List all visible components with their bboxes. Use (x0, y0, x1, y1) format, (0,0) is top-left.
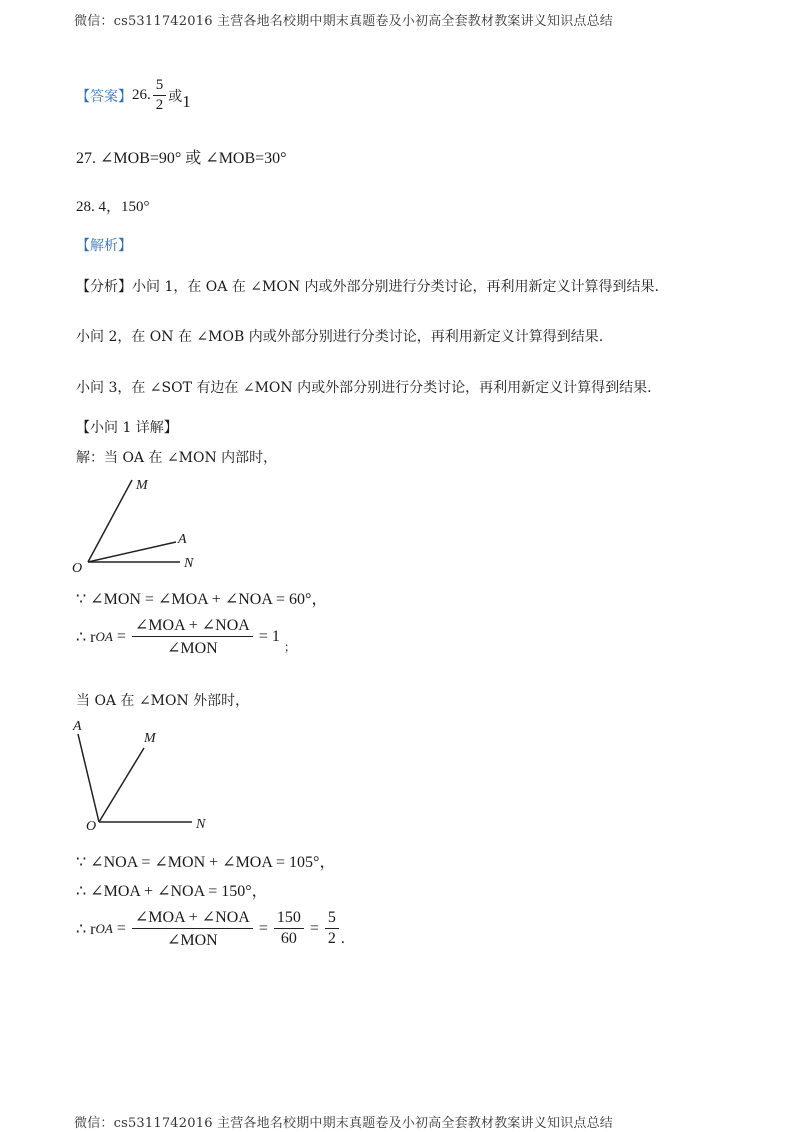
ray-oa (78, 734, 99, 822)
eq2-subscript: OA (95, 628, 113, 644)
eq5-denominator-2: 60 (280, 930, 297, 947)
eq5-fraction-2 (274, 909, 304, 948)
eq2-end: ； (283, 640, 296, 654)
q26-value2: 1 (182, 91, 191, 111)
page-footer: 微信：cs5311742016 主营各地名校期中期末真题卷及小初高全套教材教案讲义知识点总结 (74, 1116, 613, 1131)
equation-3: ∵ ∠NOA = ∠MON + ∠MOA = 105°， (76, 854, 336, 871)
eq2-lhs: ∴ r (76, 628, 96, 646)
answer-27: 27. ∠MOB=90° 或 ∠MOB=30° (76, 150, 287, 167)
figure-1-angle-diagram (70, 472, 230, 580)
label-n: N (196, 817, 206, 832)
label-n: N (184, 556, 194, 571)
eq5-end: . (340, 929, 345, 947)
answer-28: 28. 4，150° (76, 199, 150, 215)
analysis-p3: 小问 3，在 ∠SOT 有边在 ∠MON 内或外部分别进行分类讨论，再利用新定义计算得到结果. (76, 380, 652, 396)
equation-5 (76, 907, 345, 950)
eq5-numerator-2: 150 (274, 909, 304, 929)
eq5-equals-3: = (309, 919, 319, 937)
answer-26 (76, 77, 191, 114)
solution-case1: 解：当 OA 在 ∠MON 内部时， (76, 450, 278, 466)
equation-2 (76, 615, 296, 658)
eq2-denominator: ∠MON (166, 640, 218, 657)
ray-om (88, 480, 132, 562)
eq5-denominator-3: 2 (327, 930, 336, 947)
eq5-denominator-1: ∠MON (166, 932, 218, 949)
q26-or: 或 (168, 88, 183, 105)
solution-case2: 当 OA 在 ∠MON 外部时， (76, 693, 250, 709)
equation-4: ∴ ∠MOA + ∠NOA = 150°， (76, 883, 268, 900)
q26-fraction (153, 77, 167, 114)
eq2-equals: = (116, 627, 126, 645)
eq5-lhs: ∴ r (76, 920, 96, 938)
label-a: A (73, 719, 82, 734)
eq2-rhs: = 1 (258, 627, 280, 645)
eq5-numerator-3: 5 (325, 909, 339, 929)
page-header: 微信：cs5311742016 主营各地名校期中期末真题卷及小初高全套教材教案讲义知识点总结 (74, 14, 613, 29)
eq2-fraction (132, 615, 253, 658)
label-a: A (178, 532, 187, 547)
eq5-equals-1: = (116, 919, 126, 937)
label-o: O (86, 819, 97, 834)
label-m: M (144, 731, 156, 746)
ray-om (99, 748, 144, 822)
eq5-fraction-1 (132, 907, 253, 950)
analysis-p2: 小问 2，在 ON 在 ∠MOB 内或外部分别进行分类讨论，再利用新定义计算得到结果. (76, 329, 604, 345)
ray-oa (88, 542, 176, 562)
label-m: M (136, 478, 148, 493)
eq5-subscript: OA (95, 920, 113, 936)
eq5-fraction-3 (325, 909, 339, 948)
analysis-tag: 【解析】 (76, 238, 132, 254)
q26-numerator: 5 (153, 77, 167, 96)
eq2-numerator: ∠MOA + ∠NOA (132, 615, 253, 637)
eq5-numerator-1: ∠MOA + ∠NOA (132, 907, 253, 929)
q26-denominator: 2 (155, 97, 164, 113)
q26-number: 26. (132, 87, 151, 103)
analysis-p1: 【分析】小问 1，在 OA 在 ∠MON 内或外部分别进行分类讨论，再利用新定义计算得到结果. (76, 279, 659, 295)
answer-tag: 【答案】 (76, 88, 132, 105)
equation-1: ∵ ∠MON = ∠MOA + ∠NOA = 60°， (76, 591, 328, 608)
eq5-equals-2: = (258, 919, 268, 937)
label-o: O (72, 561, 83, 576)
figure-2-angle-diagram (68, 718, 218, 836)
detail-tag: 【小问 1 详解】 (76, 420, 178, 436)
